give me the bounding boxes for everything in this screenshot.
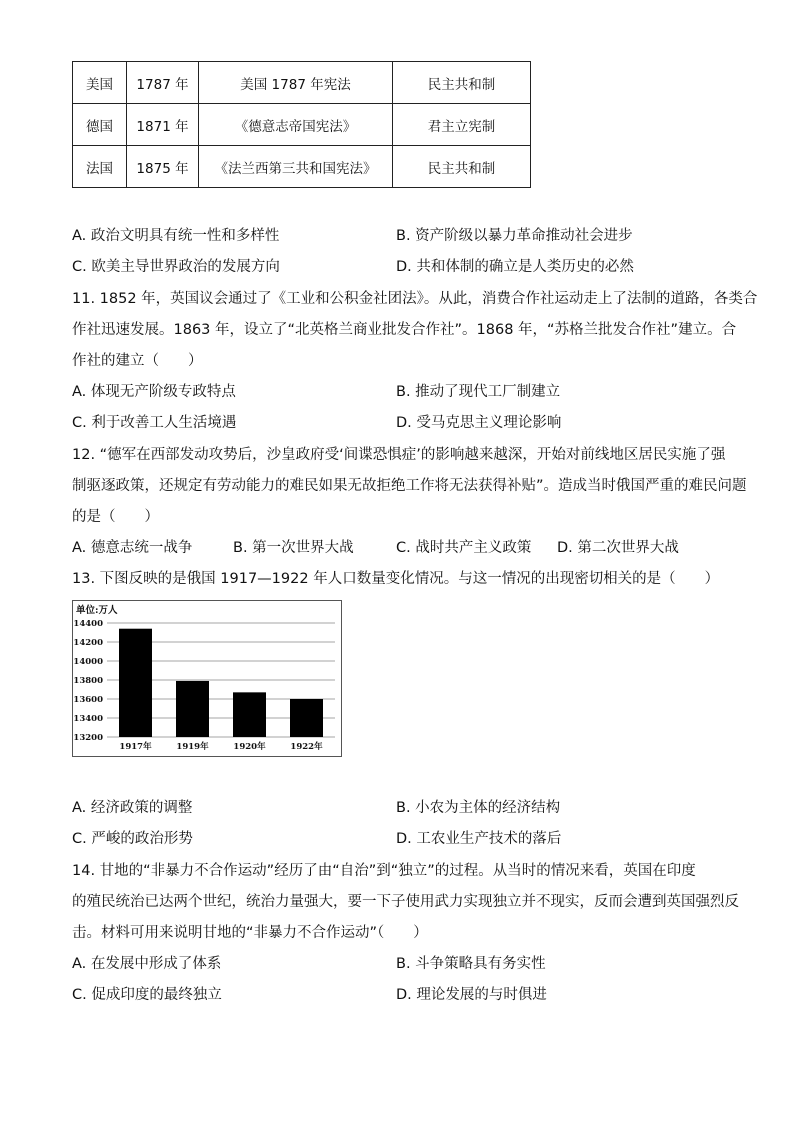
table-cell: 德国	[73, 104, 127, 146]
chart-unit-label: 单位:万人	[76, 605, 118, 616]
q14-stem-line: 的殖民统治已达两个世纪，统治力量强大，要一下子使用武力实现独立并不现实，反而会遭到英国强烈反	[72, 894, 739, 910]
chart-y-tick-label: 13200	[73, 733, 103, 743]
q10-option-d[interactable]: D. 共和体制的确立是人类历史的必然	[396, 259, 634, 275]
q11-option-b[interactable]: B. 推动了现代工厂制建立	[396, 384, 561, 400]
chart-y-tick-label: 13800	[73, 676, 103, 686]
q11-option-d[interactable]: D. 受马克思主义理论影响	[396, 415, 562, 431]
chart-y-tick-label: 13400	[73, 714, 103, 724]
table-cell: 《法兰西第三共和国宪法》	[199, 146, 393, 188]
q11-stem-line: 11. 1852 年，英国议会通过了《工业和公积金社团法》。从此，消费合作社运动走上了法制的道路，各类合	[72, 291, 758, 307]
q13-option-a[interactable]: A. 经济政策的调整	[72, 800, 193, 816]
q11-stem-line: 作社的建立（ ）	[72, 353, 203, 369]
q12-option-a[interactable]: A. 德意志统一战争	[72, 540, 193, 556]
q10-option-c[interactable]: C. 欧美主导世界政治的发展方向	[72, 259, 280, 275]
chart-x-tick-label: 1920年	[233, 742, 266, 752]
q12-stem-line: 制驱逐政策，还规定有劳动能力的难民如果无故拒绝工作将无法获得补贴”。造成当时俄国严重的难民问题	[72, 478, 747, 494]
q14-option-b[interactable]: B. 斗争策略具有务实性	[396, 956, 546, 972]
chart-x-tick-label: 1917年	[119, 742, 152, 752]
q12-option-d[interactable]: D. 第二次世界大战	[557, 540, 679, 556]
table-cell: 1871 年	[127, 104, 199, 146]
q12-option-b[interactable]: B. 第一次世界大战	[233, 540, 354, 556]
chart-y-tick-label: 14200	[73, 638, 103, 648]
table-cell: 民主共和制	[393, 146, 531, 188]
table-row	[73, 62, 531, 104]
q10-option-a[interactable]: A. 政治文明具有统一性和多样性	[72, 228, 280, 244]
q13-option-d[interactable]: D. 工农业生产技术的落后	[396, 831, 562, 847]
chart-y-tick-label: 13600	[73, 695, 103, 705]
q14-stem-line: 14. 甘地的“非暴力不合作运动”经历了由“自治”到“独立”的过程。从当时的情况来看，英国在印度	[72, 863, 696, 879]
q12-option-c[interactable]: C. 战时共产主义政策	[396, 540, 532, 556]
chart-x-tick-label: 1919年	[176, 742, 209, 752]
chart-y-tick-label: 14400	[73, 619, 103, 629]
chart-bar	[176, 681, 209, 737]
chart-y-tick-label: 14000	[73, 657, 103, 667]
q11-option-c[interactable]: C. 利于改善工人生活境遇	[72, 415, 237, 431]
table-cell: 君主立宪制	[393, 104, 531, 146]
constitution-table	[72, 61, 531, 188]
q14-option-c[interactable]: C. 促成印度的最终独立	[72, 987, 222, 1003]
q13-option-c[interactable]: C. 严峻的政治形势	[72, 831, 193, 847]
q13-stem-line: 13. 下图反映的是俄国 1917—1922 年人口数量变化情况。与这一情况的出现密切相关的是（ ）	[72, 571, 720, 587]
q14-stem-line: 击。材料可用来说明甘地的“非暴力不合作运动”（ ）	[72, 925, 428, 941]
table-cell: 1787 年	[127, 62, 199, 104]
table-cell: 1875 年	[127, 146, 199, 188]
q11-option-a[interactable]: A. 体现无产阶级专政特点	[72, 384, 236, 400]
q14-option-a[interactable]: A. 在发展中形成了体系	[72, 956, 222, 972]
table-cell: 美国 1787 年宪法	[199, 62, 393, 104]
chart-svg	[73, 601, 341, 756]
chart-bar	[290, 699, 323, 737]
q13-option-b[interactable]: B. 小农为主体的经济结构	[396, 800, 561, 816]
q12-stem-line: 12. “德军在西部发动攻势后，沙皇政府受‘间谍恐惧症’的影响越来越深，开始对前线地区居民实施了强	[72, 447, 726, 463]
q10-option-b[interactable]: B. 资产阶级以暴力革命推动社会进步	[396, 228, 633, 244]
q14-option-d[interactable]: D. 理论发展的与时俱进	[396, 987, 547, 1003]
chart-x-tick-label: 1922年	[290, 742, 323, 752]
chart-bar	[119, 629, 152, 737]
population-chart	[72, 600, 342, 757]
table-cell: 美国	[73, 62, 127, 104]
q11-stem-line: 作社迅速发展。1863 年，设立了“北英格兰商业批发合作社”。1868 年，“苏格兰批发合作社”建立。合	[72, 322, 737, 338]
chart-bar	[233, 692, 266, 737]
table-cell: 法国	[73, 146, 127, 188]
table-cell: 《德意志帝国宪法》	[199, 104, 393, 146]
table-row	[73, 104, 531, 146]
table-cell: 民主共和制	[393, 62, 531, 104]
table-row	[73, 146, 531, 188]
q12-stem-line: 的是（ ）	[72, 509, 159, 525]
